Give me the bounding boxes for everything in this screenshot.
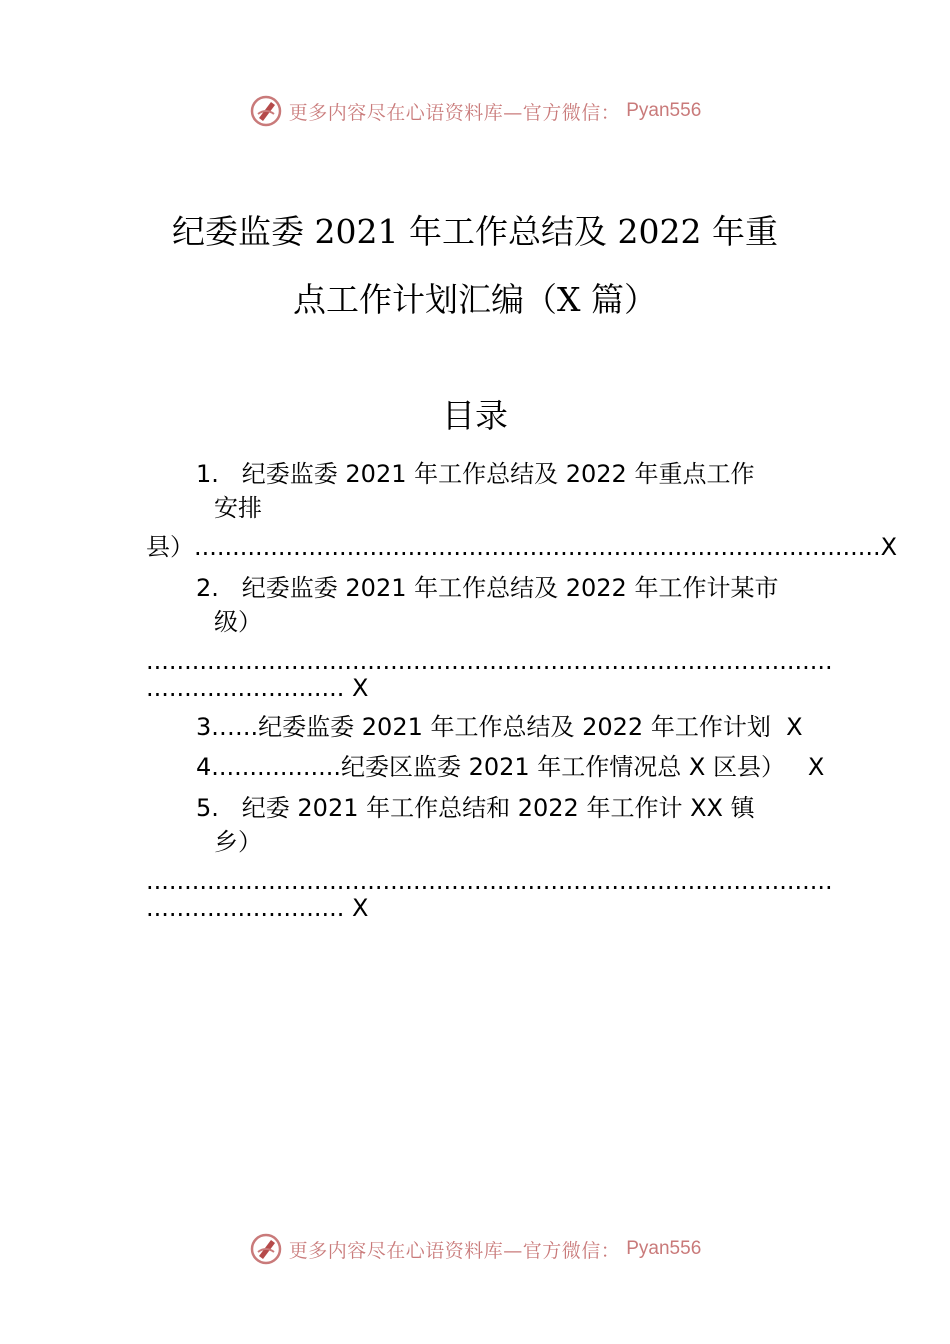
watermark-wechat-id: Pyan556 xyxy=(626,100,702,121)
toc-entry-2-line-4[interactable]: .......................... X xyxy=(146,674,369,702)
toc-entry-1-line-1[interactable]: 1. 纪委监委 2021 年工作总结及 2022 年重点工作 xyxy=(196,460,755,488)
toc-entry-1-line-2[interactable]: 安排 xyxy=(214,494,262,522)
library-logo-icon xyxy=(249,94,283,128)
toc-entry-5-line-3[interactable]: .......................................................................................... xyxy=(146,867,833,895)
toc-entry-3-line-1[interactable]: 3.…..纪委监委 2021 年工作总结及 2022 年工作计划 X xyxy=(196,713,803,741)
toc-entry-1-line-3[interactable]: 县）..........................................................................................X xyxy=(146,533,898,561)
toc-entry-5-line-1[interactable]: 5. 纪委 2021 年工作总结和 2022 年工作计 XX 镇 xyxy=(196,794,755,822)
toc-entry-5-line-2[interactable]: 乡） xyxy=(214,828,262,856)
watermark-wechat-id: Pyan556 xyxy=(626,1238,702,1259)
watermark-text: 更多内容尽在心语资料库—官方微信： xyxy=(288,1239,621,1262)
watermark-banner-bottom xyxy=(0,1232,950,1272)
toc-entry-2-line-1[interactable]: 2. 纪委监委 2021 年工作总结及 2022 年工作计某市 xyxy=(196,574,779,602)
toc-heading: 目录 xyxy=(442,396,508,435)
watermark-text: 更多内容尽在心语资料库—官方微信： xyxy=(288,101,621,124)
document-title-line-2: 点工作计划汇编（X 篇） xyxy=(293,280,657,319)
watermark-banner-top xyxy=(0,94,950,134)
toc-entry-4-line-1[interactable]: 4.................纪委区监委 2021 年工作情况总 X 区县） X xyxy=(196,753,825,781)
document-title-line-1: 纪委监委 2021 年工作总结及 2022 年重 xyxy=(172,212,778,251)
toc-entry-5-line-4[interactable]: .......................... X xyxy=(146,894,369,922)
toc-entry-2-line-3[interactable]: .......................................................................................... xyxy=(146,647,833,675)
library-logo-icon xyxy=(249,1232,283,1266)
toc-entry-2-line-2[interactable]: 级） xyxy=(214,608,262,636)
